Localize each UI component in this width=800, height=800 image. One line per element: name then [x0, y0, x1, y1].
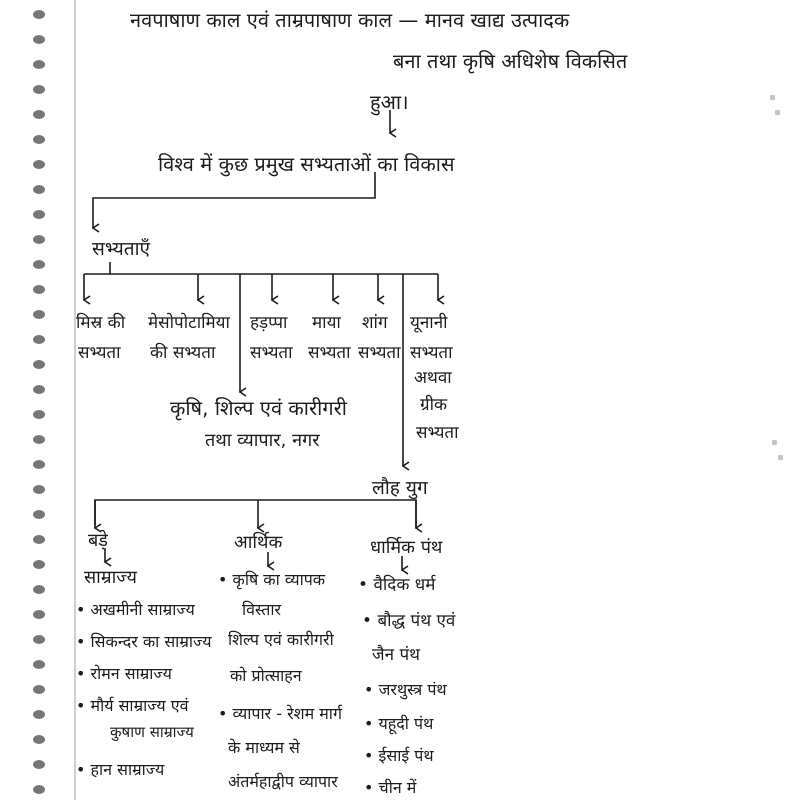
civ-greek-line1: यूनानी — [410, 313, 448, 333]
religious-item-4: • यहूदी पंथ — [364, 714, 434, 733]
economic-item-3: • व्यापार - रेशम मार्ग — [218, 704, 342, 723]
civilizations-heading: सभ्यताएँ — [92, 238, 151, 260]
empire-item-1: • अखमीनी साम्राज्य — [76, 600, 195, 619]
civ-greek-line3: अथवा — [414, 368, 452, 388]
features-line2: तथा व्यापार, नगर — [205, 430, 320, 451]
civ-maya-line2: सभ्यता — [308, 343, 351, 363]
main-node: विश्व में कुछ प्रमुख सभ्यताओं का विकास — [158, 152, 455, 176]
religious-item-3: • जरथुस्त्र पंथ — [364, 680, 447, 699]
civ-harappa-line1: हड़प्पा — [250, 313, 288, 333]
civ-greek-line5: सभ्यता — [416, 423, 459, 443]
religious-item-6: • चीन में — [364, 778, 417, 797]
civ-mesopotamia-line2: की सभ्यता — [150, 343, 216, 363]
header-line-3: हुआ। — [370, 90, 409, 114]
iron-age-bracket — [95, 500, 416, 528]
empire-item-3: • रोमन साम्राज्य — [76, 664, 172, 683]
economic-item-3-cont2: अंतर्महाद्वीप व्यापार — [228, 772, 338, 791]
iron-age-node: लौह युग — [372, 477, 428, 499]
civ-shang-line1: शांग — [362, 313, 388, 333]
civ-egypt-line2: सभ्यता — [78, 343, 121, 363]
civ-greek-line4: ग्रीक — [420, 395, 448, 415]
header-line-1: नवपाषाण काल एवं ताम्रपाषाण काल — मानव खाद्य उत्पादक — [130, 8, 570, 32]
civ-harappa-line2: सभ्यता — [250, 343, 293, 363]
economic-item-2-cont: को प्रोत्साहन — [230, 666, 302, 685]
civ-maya-line1: माया — [312, 313, 341, 333]
economic-item-1-cont: विस्तार — [242, 600, 282, 619]
empire-item-4: • मौर्य साम्राज्य एवं — [76, 696, 189, 715]
features-line1: कृषि, शिल्प एवं कारीगरी — [170, 396, 347, 420]
civilizations-bracket — [110, 262, 438, 274]
empires-heading-1: बड़े — [88, 530, 108, 551]
arrow-main-to-civilizations — [93, 172, 375, 228]
religious-item-5: • ईसाई पंथ — [364, 746, 434, 765]
empire-item-5: • हान साम्राज्य — [76, 760, 165, 779]
empire-item-4-cont: कुषाण साम्राज्य — [110, 723, 194, 741]
economic-item-2: शिल्प एवं कारीगरी — [228, 630, 334, 649]
civ-shang-line2: सभ्यता — [358, 343, 401, 363]
religious-heading: धार्मिक पंथ — [370, 537, 443, 558]
economic-heading: आर्थिक — [234, 532, 283, 553]
civ-greek-line2: सभ्यता — [410, 343, 453, 363]
empires-heading-2: साम्राज्य — [84, 567, 137, 588]
economic-item-1: • कृषि का व्यापक — [218, 570, 326, 589]
religious-item-2: • बौद्ध पंथ एवं — [362, 611, 456, 631]
header-line-2: बना तथा कृषि अधिशेष विकसित — [393, 49, 628, 73]
civ-mesopotamia-line1: मेसोपोटामिया — [148, 313, 230, 333]
empire-item-2: • सिकन्दर का साम्राज्य — [76, 632, 212, 651]
civ-egypt-line1: मिस्र की — [76, 313, 126, 333]
religious-item-2-cont: जैन पंथ — [372, 645, 420, 665]
religious-item-1: • वैदिक धर्म — [358, 575, 436, 595]
economic-item-3-cont: के माध्यम से — [228, 738, 300, 757]
